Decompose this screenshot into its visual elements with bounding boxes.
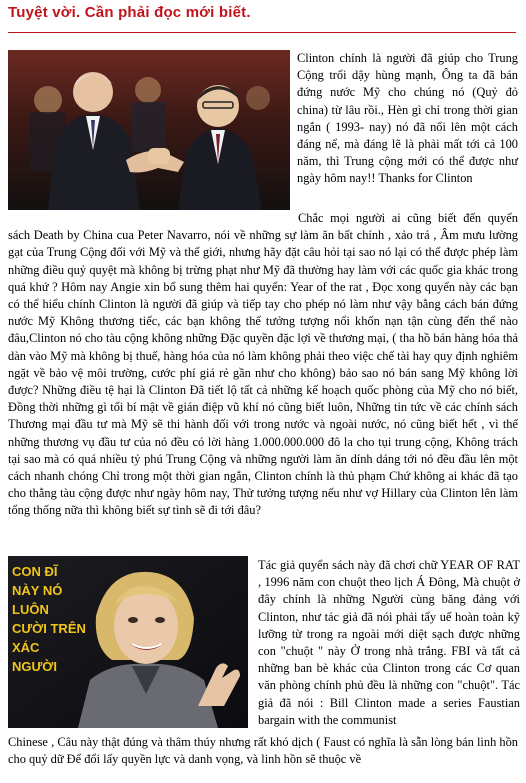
author-paragraph: Tác giả quyển sách này đã chơi chữ YEAR OF RAT , 1996 năm con chuột theo lịch Á Đông, Mà chuột ở đây chính là những Người cùng băng đảng với Clinton, như tác giả đã nói phải tẩy uế hoàn toàn kỹ lưỡng từ trong ra ngoài mới diệt sạch được những con "chuột " này Ở trong nhà trắng. FBI và tất cả những ban bè khác của Clinton trong các Cơ quan văn phòng chính phủ đều là những con "chuột". Tác giả đã nói : Bill Clinton made a series Faustian bargain with the communist	[258, 558, 520, 727]
intro-paragraph: Clinton chính là người đã giúp cho Trung Cộng trổi dậy hùng mạnh, Ông ta đã bán đứng nước Mỹ cho chúng nó (Quỷ đỏ china) từ lâu rồi., Hèn gì chỉ trong thời gian ngắn ( 1993- nay) nó đã nổi lên một cách đáng nể, mà đáng lẽ là phải mất tới cả 100 năm, thì Trung cộng mới có thể được như ngày hôm nay!! Thanks for Clinton	[297, 51, 518, 186]
article-headline: Tuyệt vời. Cần phải đọc mới biết.	[8, 4, 251, 21]
handshake-illustration	[8, 50, 290, 210]
clinton-jiang-photo	[8, 50, 290, 210]
closing-paragraph: Chinese , Câu này thật đúng và thâm thúy nhưng rất khó dịch ( Faust có nghĩa là sẵn lòng bán linh hồn cho quỷ dữ Để đổi lấy quyền lực và danh vọng, và linh hồn sẽ thuộc về	[8, 735, 518, 767]
body-paragraph: Chắc mọi người ai cũng biết đến quyển sách Death by China cua Peter Navarro, nói về những sự làm ăn bất chính , xảo trá , Âm mưu lường gạt của Trung Cộng đối với Mỹ và thế giới, nhưng hãy đặt câu hỏi tại sao nó lại có thể được phép làm những điều quỷ quyệt mà không bị trừng phạt như Mỹ đã thường hay làm với các quốc gia khác trong quá khứ ? Hôm nay Angie xin bổ sung thêm hai quyển: Year of the rat , Đọc xong quyển này các bạn có thể hiểu chính Clinton là người đã giúp và tiếp tay cho phép nó làm như vậy bằng cách bán đứng nước Mỹ Không thương tiếc, các bạn không thể tưởng tượng nổi khốn nạn tận cùng đến thế nào đâu,Clinton nó cho tàu cộng không những Đặc quyền đặc lợi về thương mại, ( tha hồ bán hàng hóa thả dàn vào Mỹ mà không bị thuế, hàng hóa của nó làm không phải theo việc chế tài hay quy định nghiêm ngặt về bảo vệ môi trường, cước phí giá rẻ gần như cho không) bảo sao nó bán sang Mỹ không lời được? Những điều tệ hại là Clinton Đã tiết lộ tất cả những kế hoạch quốc phòng của Mỹ cho nó biết, Đồng thời những gì tối bí mật về gián điệp vũ khí nó cũng biết luôn, Những tin tức về các chính sách Thương mại đầu tư mà Mỹ sẽ thi hành đối với trong nước và ngoài nước, nó cũng biết hết , vì thế những thương vụ đầu tư của nó đều có lời hàng 1.000.000.000 đô la cho tụi trung cộng, Không trách tại sao mà có quá nhiều tỷ phú Trung Cộng và những người làm ăn dính dáng tới nó đều đầu lên một cách nhanh chóng Chỉ trong một thời gian ngắn, Clinton chính là thủ phạm Chứ không ai khác đã tạo cho thằng tàu cộng được như ngày hôm nay, Thử tưởng tượng nếu như vợ Hillary của Clinton lên làm tổng thống nữa thì không biết sự tình sẽ đi tới đâu?	[8, 211, 518, 518]
photo-caption: CON ĐĨ NÀY NÓ LUÔN CƯỜI TRÊN XÁC NGƯỜI	[12, 564, 86, 674]
hillary-meme-photo	[8, 556, 248, 728]
headline-divider	[8, 32, 516, 33]
